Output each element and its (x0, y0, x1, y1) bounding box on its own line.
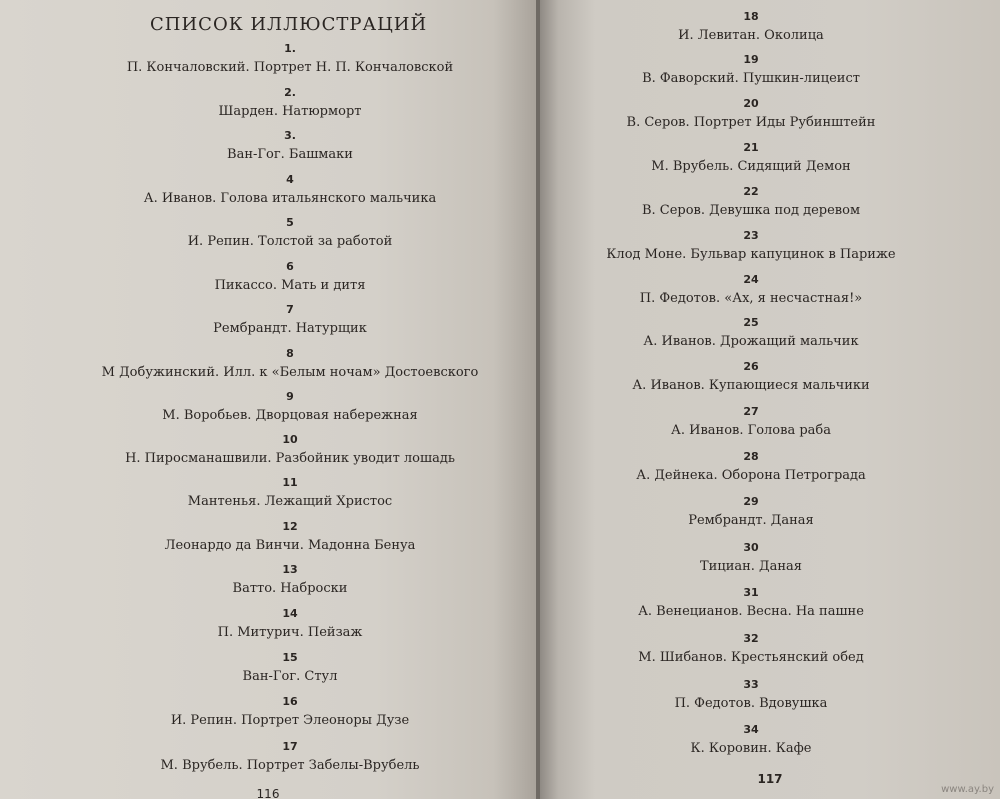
list-item (0, 433, 536, 469)
item-number: 9 (286, 390, 294, 403)
item-number: 1. (284, 42, 296, 55)
list-item (0, 86, 536, 122)
list-item (540, 97, 996, 133)
list-item (540, 405, 996, 441)
list-item (540, 53, 996, 89)
list-item (540, 632, 996, 668)
item-title: П. Кончаловский. Портрет Н. П. Кончаловской (126, 60, 454, 75)
item-title: И. Левитан. Околица (678, 28, 824, 43)
item-title: Мантенья. Лежащий Христос (187, 494, 393, 509)
item-title: М. Врубель. Портрет Забелы-Врубель (160, 758, 420, 773)
item-title: Рембрандт. Натурщик (213, 321, 367, 336)
watermark: www.ay.by (941, 784, 994, 795)
item-number: 5 (286, 216, 294, 229)
list-item (0, 303, 536, 339)
item-title: А. Иванов. Купающиеся мальчики (632, 378, 870, 393)
item-title: М Добужинский. Илл. к «Белым ночам» Достоевского (101, 365, 479, 380)
item-title: Тициан. Даная (700, 559, 802, 574)
item-number: 14 (282, 607, 298, 620)
item-title: Ватто. Наброски (232, 581, 348, 596)
item-title: В. Серов. Портрет Иды Рубинштейн (626, 115, 876, 130)
list-item (0, 476, 536, 512)
item-title: И. Репин. Портрет Элеоноры Дузе (170, 713, 410, 728)
list-item (0, 42, 536, 78)
item-number: 29 (743, 495, 759, 508)
item-number: 6 (286, 260, 294, 273)
item-title: П. Федотов. Вдовушка (674, 696, 828, 711)
list-item (540, 723, 996, 759)
item-title: К. Коровин. Кафе (690, 741, 812, 756)
list-item (0, 520, 536, 556)
item-title: М. Воробьев. Дворцовая набережная (162, 408, 418, 423)
item-title: Леонардо да Винчи. Мадонна Бенуа (164, 538, 416, 553)
item-title: М. Шибанов. Крестьянский обед (638, 650, 864, 665)
item-number: 33 (743, 678, 759, 691)
list-item (540, 541, 996, 577)
list-item (540, 229, 996, 265)
item-number: 17 (282, 740, 298, 753)
list-item (540, 273, 996, 309)
list-item (0, 129, 536, 165)
item-number: 34 (743, 723, 759, 736)
list-item (0, 216, 536, 252)
item-number: 12 (282, 520, 298, 533)
list-item (0, 173, 536, 209)
list-item (0, 347, 536, 383)
list-item (0, 390, 536, 426)
item-title: М. Врубель. Сидящий Демон (651, 159, 851, 174)
item-number: 24 (743, 273, 759, 286)
item-title: Рембрандт. Даная (688, 513, 814, 528)
item-title: Н. Пиросманашвили. Разбойник уводит лошадь (125, 451, 455, 466)
item-number: 7 (286, 303, 294, 316)
item-number: 19 (743, 53, 759, 66)
item-number: 20 (743, 97, 759, 110)
item-title: А. Иванов. Голова раба (671, 423, 831, 438)
list-item (540, 450, 996, 486)
item-title: А. Дейнека. Оборона Петрограда (636, 468, 866, 483)
item-title: П. Федотов. «Ах, я несчастная!» (639, 291, 863, 306)
item-number: 10 (282, 433, 298, 446)
item-number: 21 (743, 141, 759, 154)
item-number: 18 (743, 10, 759, 23)
item-number: 11 (282, 476, 298, 489)
page-number: 116 (256, 787, 280, 799)
item-title: В. Серов. Девушка под деревом (641, 203, 861, 218)
item-number: 13 (282, 563, 298, 576)
right-page (540, 0, 1000, 799)
item-number: 32 (743, 632, 759, 645)
item-number: 23 (743, 229, 759, 242)
list-item (540, 360, 996, 396)
item-number: 30 (743, 541, 759, 554)
item-number: 26 (743, 360, 759, 373)
item-title: А. Венецианов. Весна. На пашне (638, 604, 864, 619)
item-title: Шарден. Натюрморт (218, 104, 362, 119)
list-item (0, 563, 536, 599)
list-item (0, 651, 536, 687)
page-heading: СПИСОК ИЛЛЮСТРАЦИЙ (150, 14, 428, 35)
list-item (0, 607, 536, 643)
list-item (0, 740, 536, 776)
item-title: В. Фаворский. Пушкин-лицеист (642, 71, 860, 86)
item-title: Клод Моне. Бульвар капуцинок в Париже (606, 247, 896, 262)
list-item (540, 10, 996, 46)
item-title: П. Митурич. Пейзаж (217, 625, 363, 640)
item-number: 27 (743, 405, 759, 418)
list-item (0, 260, 536, 296)
list-item (540, 185, 996, 221)
page-number: 117 (757, 772, 783, 786)
item-number: 31 (743, 586, 759, 599)
list-item (540, 316, 996, 352)
item-number: 28 (743, 450, 759, 463)
item-number: 16 (282, 695, 298, 708)
list-item (540, 586, 996, 622)
item-number: 3. (284, 129, 296, 142)
item-number: 22 (743, 185, 759, 198)
list-item (540, 141, 996, 177)
item-number: 4 (286, 173, 294, 186)
item-number: 25 (743, 316, 759, 329)
item-title: Ван-Гог. Башмаки (227, 147, 353, 162)
item-title: Ван-Гог. Стул (242, 669, 338, 684)
list-item (540, 495, 996, 531)
item-title: И. Репин. Толстой за работой (187, 234, 393, 249)
item-number: 15 (282, 651, 298, 664)
item-number: 2. (284, 86, 296, 99)
item-title: А. Иванов. Дрожащий мальчик (643, 334, 859, 349)
list-item (0, 695, 536, 731)
list-item (540, 678, 996, 714)
item-number: 8 (286, 347, 294, 360)
item-title: А. Иванов. Голова итальянского мальчика (143, 191, 437, 206)
item-title: Пикассо. Мать и дитя (214, 278, 366, 293)
